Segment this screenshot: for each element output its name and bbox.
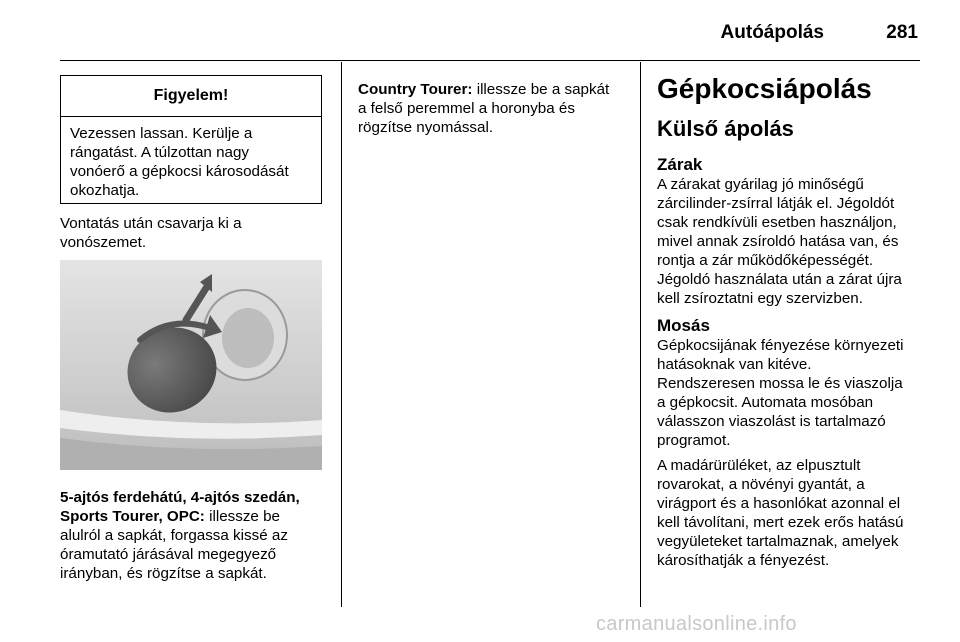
caption-bold: Sports Tourer, OPC: [60,508,205,525]
watermark: carmanualsonline.info [596,613,797,635]
text-line: válasszon viaszolást is tartalmazó [657,413,886,430]
text-line: vonószemet. [60,234,147,251]
after-tow-paragraph [60,214,340,252]
text-line: vegyületeket tartalmaznak, amelyek [657,533,899,550]
text-line: Gépkocsijának fényezése környezeti [657,337,904,354]
paragraph-text: illessze be a sapkát [472,81,610,98]
text-line: virágport és a hasonlókat azonnal el [657,495,901,512]
warning-line: vonóerő a gépkocsi károsodását [70,163,289,180]
text-line: csak rendkívüli esetben használjon, [657,214,897,231]
text-line: rontja a zár működőképességét. [657,252,874,269]
text-line: A zárakat gyárilag jó minőségű [657,176,864,193]
caption-text: illessze be [204,508,280,525]
text-line: rovarokat, a növényi gyantát, a [657,476,865,493]
washing-heading: Mosás [657,316,710,335]
text-line: alulról a sapkát, forgassa kissé az [60,527,288,544]
caption-bold: 5-ajtós ferdehátú, 4-ajtós szedán, [60,489,300,506]
page-number: 281 [886,22,918,43]
warning-title: Figyelem! [61,76,321,117]
text-line: hatásoknak van kitéve. [657,356,812,373]
text-line: irányban, és rögzítse a sapkát. [60,565,267,582]
text-line: programot. [657,432,731,449]
text-line: a gépkocsit. Automata mosóban [657,394,874,411]
text-line: zárcilinder-zsírral látják el. Jégoldót [657,195,895,212]
warning-text [61,117,321,200]
locks-heading: Zárak [657,155,703,174]
subsection-title: Külső ápolás [657,116,794,141]
warning-line: okozhatja. [70,182,140,199]
column-divider-1 [341,62,342,607]
text-line: kell zsíroztatni egy szervizben. [657,290,863,307]
warning-box [60,75,322,204]
text-line: Rendszeresen mossa le és viaszolja [657,375,903,392]
figure-caption [60,488,340,583]
text-line: kell távolítani, mert ezek erős hatású [657,514,904,531]
text-line: a felső peremmel a horonyba és [358,100,575,117]
text-line: Jégoldó használata után a zárat újra [657,271,902,288]
text-line: Vontatás után csavarja ki a [60,215,242,232]
text-line: óramutató járásával megegyező [60,546,277,563]
text-line: mivel annak zsíroldó hatása van, és [657,233,899,250]
warning-line: rángatást. A túlzottan nagy [70,144,250,161]
chapter-title: Autóápolás [720,22,824,43]
warning-line: Vezessen lassan. Kerülje a [70,125,253,142]
column-divider-2 [640,62,641,607]
text-line: A madárürüléket, az elpusztult [657,457,861,474]
section-title: Gépkocsiápolás [657,73,872,104]
paragraph-bold: Country Tourer: [358,81,473,98]
country-tourer-paragraph [358,80,636,137]
washing-section [657,316,927,570]
tow-eye-cover-photo [60,260,322,470]
text-line: rögzítse nyomással. [358,119,494,136]
locks-section [657,155,927,308]
text-line: károsíthatják a fényezést. [657,552,830,569]
bumper-cap-illustration [60,260,322,470]
page-header [60,0,920,61]
